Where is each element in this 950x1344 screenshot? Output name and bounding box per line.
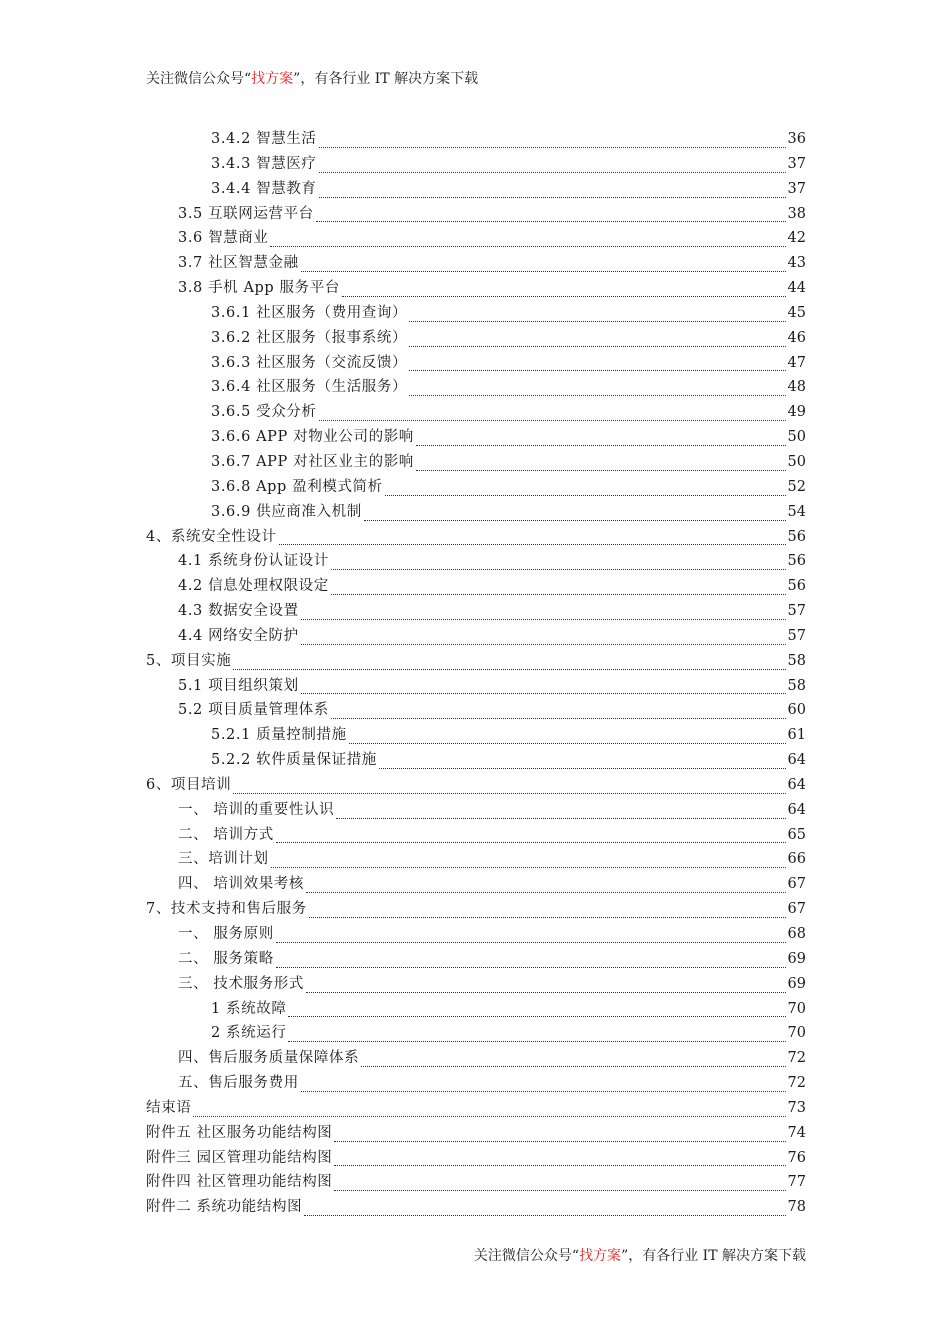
toc-entry-label: 2 系统运行 xyxy=(211,1025,287,1042)
toc-entry-label: 四、 培训效果考核 xyxy=(178,876,305,893)
toc-entry-page-number: 58 xyxy=(787,677,806,694)
toc-leader-dots xyxy=(279,544,786,545)
toc-entry-page-number: 60 xyxy=(787,702,806,719)
toc-entry-page-number: 69 xyxy=(787,975,806,992)
toc-entry-label: 3.6.5 受众分析 xyxy=(211,404,317,421)
toc-leader-dots xyxy=(409,370,785,371)
toc-leader-dots xyxy=(349,743,786,744)
toc-leader-dots xyxy=(416,470,786,471)
toc-entry-label: 3.6.2 社区服务（报事系统） xyxy=(211,329,408,346)
toc-entry-label: 一、 培训的重要性认识 xyxy=(178,801,335,818)
toc-entry-label: 3.5 互联网运营平台 xyxy=(178,205,314,222)
toc-entry[interactable] xyxy=(146,276,806,301)
toc-entry-label: 5.2.1 质量控制措施 xyxy=(211,727,347,744)
toc-leader-dots xyxy=(288,1041,785,1042)
toc-entry[interactable] xyxy=(146,1096,806,1121)
toc-entry[interactable] xyxy=(146,574,806,599)
toc-entry[interactable] xyxy=(146,351,806,376)
toc-entry[interactable] xyxy=(146,674,806,699)
toc-entry[interactable] xyxy=(146,1195,806,1220)
toc-leader-dots xyxy=(342,296,786,297)
toc-entry[interactable] xyxy=(146,1046,806,1071)
toc-leader-dots xyxy=(193,1116,785,1117)
toc-entry-label: 4.4 网络安全防护 xyxy=(178,627,299,644)
toc-entry-label: 3.6.8 App 盈利模式简析 xyxy=(211,478,383,495)
toc-entry[interactable] xyxy=(146,1146,806,1171)
header-suffix: ”，有各行业 IT 解决方案下载 xyxy=(293,71,479,87)
toc-entry-label: 3.4.3 智慧医疗 xyxy=(211,155,317,172)
toc-entry[interactable] xyxy=(146,549,806,574)
toc-entry[interactable] xyxy=(146,301,806,326)
toc-entry-page-number: 77 xyxy=(787,1174,806,1191)
toc-entry[interactable] xyxy=(146,152,806,177)
toc-entry-page-number: 38 xyxy=(787,205,806,222)
toc-leader-dots xyxy=(364,520,786,521)
toc-entry-label: 五、售后服务费用 xyxy=(178,1075,299,1092)
toc-entry-label: 5.1 项目组织策划 xyxy=(178,677,299,694)
toc-leader-dots xyxy=(301,644,786,645)
toc-entry-label: 4.2 信息处理权限设定 xyxy=(178,578,329,595)
toc-entry[interactable] xyxy=(146,127,806,152)
toc-entry-page-number: 64 xyxy=(787,801,806,818)
toc-leader-dots xyxy=(319,147,786,148)
toc-leader-dots xyxy=(331,718,786,719)
toc-entry-page-number: 73 xyxy=(787,1099,806,1116)
toc-entry-page-number: 67 xyxy=(787,876,806,893)
toc-entry-page-number: 50 xyxy=(787,453,806,470)
toc-entry-page-number: 66 xyxy=(787,851,806,868)
toc-leader-dots xyxy=(316,221,786,222)
toc-entry-page-number: 57 xyxy=(787,603,806,620)
toc-entry-label: 5.2.2 软件质量保证措施 xyxy=(211,752,377,769)
toc-entry[interactable] xyxy=(146,500,806,525)
toc-entry-page-number: 64 xyxy=(787,776,806,793)
toc-entry-label: 3.6 智慧商业 xyxy=(178,230,269,247)
toc-leader-dots xyxy=(301,693,786,694)
toc-leader-dots xyxy=(416,445,786,446)
toc-leader-dots xyxy=(331,569,786,570)
toc-leader-dots xyxy=(319,420,786,421)
toc-leader-dots xyxy=(319,172,786,173)
toc-entry[interactable] xyxy=(146,525,806,550)
page-footer xyxy=(474,1247,806,1265)
toc-entry-page-number: 56 xyxy=(787,553,806,570)
toc-leader-dots xyxy=(270,246,785,247)
toc-leader-dots xyxy=(331,594,786,595)
toc-entry-label: 3.6.1 社区服务（费用查询） xyxy=(211,304,408,321)
toc-entry-page-number: 42 xyxy=(787,230,806,247)
toc-entry-page-number: 57 xyxy=(787,627,806,644)
toc-entry-label: 4、系统安全性设计 xyxy=(146,528,277,545)
toc-leader-dots xyxy=(233,669,785,670)
toc-entry-label: 3.6.9 供应商准入机制 xyxy=(211,503,362,520)
toc-entry[interactable] xyxy=(146,922,806,947)
table-of-contents xyxy=(146,127,806,1220)
toc-entry-page-number: 67 xyxy=(787,901,806,918)
toc-entry-label: 3.4.2 智慧生活 xyxy=(211,131,317,147)
toc-entry-label: 5.2 项目质量管理体系 xyxy=(178,702,329,719)
toc-entry-label: 二、 服务策略 xyxy=(178,950,274,967)
footer-highlight: 找方案 xyxy=(579,1248,622,1264)
toc-leader-dots xyxy=(309,917,786,918)
toc-entry-label: 7、技术支持和售后服务 xyxy=(146,901,307,918)
toc-entry-page-number: 72 xyxy=(787,1075,806,1092)
toc-entry-label: 附件四 社区管理功能结构图 xyxy=(146,1174,333,1191)
toc-leader-dots xyxy=(271,867,786,868)
toc-entry-page-number: 65 xyxy=(787,826,806,843)
toc-entry[interactable] xyxy=(146,1121,806,1146)
toc-entry[interactable] xyxy=(146,1071,806,1096)
toc-entry-page-number: 47 xyxy=(787,354,806,371)
page-header xyxy=(146,70,478,88)
toc-entry-label: 四、售后服务质量保障体系 xyxy=(178,1050,360,1067)
toc-entry[interactable] xyxy=(146,698,806,723)
toc-entry-page-number: 61 xyxy=(787,727,806,744)
toc-entry[interactable] xyxy=(146,947,806,972)
toc-entry-label: 3.6.4 社区服务（生活服务） xyxy=(211,379,408,396)
toc-entry-label: 附件二 系统功能结构图 xyxy=(146,1199,303,1216)
toc-entry-label: 5、项目实施 xyxy=(146,652,232,669)
toc-entry-label: 结束语 xyxy=(146,1099,192,1116)
toc-entry[interactable] xyxy=(146,475,806,500)
toc-leader-dots xyxy=(334,1141,785,1142)
toc-leader-dots xyxy=(319,197,786,198)
toc-entry-label: 4.3 数据安全设置 xyxy=(178,603,299,620)
toc-leader-dots xyxy=(361,1066,785,1067)
toc-leader-dots xyxy=(334,1165,785,1166)
toc-entry[interactable] xyxy=(146,251,806,276)
toc-leader-dots xyxy=(301,1091,786,1092)
toc-leader-dots xyxy=(301,619,786,620)
toc-entry-label: 6、项目培训 xyxy=(146,776,232,793)
toc-entry[interactable] xyxy=(146,624,806,649)
toc-leader-dots xyxy=(288,1016,785,1017)
toc-entry-page-number: 64 xyxy=(787,752,806,769)
toc-entry-label: 3.6.7 APP 对社区业主的影响 xyxy=(211,453,414,470)
toc-entry[interactable] xyxy=(146,326,806,351)
toc-leader-dots xyxy=(385,495,786,496)
toc-entry[interactable] xyxy=(146,226,806,251)
footer-prefix: 关注微信公众号“ xyxy=(473,1248,580,1264)
toc-entry-page-number: 45 xyxy=(787,304,806,321)
toc-entry[interactable] xyxy=(146,773,806,798)
toc-entry-page-number: 50 xyxy=(787,429,806,446)
toc-entry-label: 三、 技术服务形式 xyxy=(178,975,305,992)
toc-entry-page-number: 70 xyxy=(787,1025,806,1042)
toc-leader-dots xyxy=(334,1190,785,1191)
toc-entry-page-number: 74 xyxy=(787,1124,806,1141)
toc-entry-page-number: 70 xyxy=(787,1000,806,1017)
toc-entry[interactable] xyxy=(146,897,806,922)
toc-leader-dots xyxy=(379,768,786,769)
toc-leader-dots xyxy=(276,842,786,843)
header-highlight: 找方案 xyxy=(251,71,294,87)
toc-entry[interactable] xyxy=(146,872,806,897)
toc-entry-label: 一、 服务原则 xyxy=(178,926,274,942)
toc-entry[interactable] xyxy=(146,599,806,624)
toc-entry[interactable] xyxy=(146,202,806,227)
toc-leader-dots xyxy=(301,271,786,272)
toc-leader-dots xyxy=(276,942,786,943)
toc-entry[interactable] xyxy=(146,425,806,450)
toc-entry-page-number: 37 xyxy=(787,180,806,197)
toc-leader-dots xyxy=(306,892,786,893)
toc-entry-page-number: 56 xyxy=(787,528,806,545)
toc-entry-page-number: 37 xyxy=(787,155,806,172)
toc-entry-page-number: 56 xyxy=(787,578,806,595)
toc-entry[interactable] xyxy=(146,997,806,1022)
toc-entry[interactable] xyxy=(146,798,806,823)
toc-leader-dots xyxy=(304,1215,785,1216)
footer-suffix: ”，有各行业 IT 解决方案下载 xyxy=(621,1248,806,1264)
toc-entry[interactable] xyxy=(146,177,806,202)
toc-entry-label: 3.7 社区智慧金融 xyxy=(178,255,299,272)
toc-entry[interactable] xyxy=(146,972,806,997)
toc-entry[interactable] xyxy=(146,1170,806,1195)
toc-entry-page-number: 68 xyxy=(787,926,806,942)
toc-entry-page-number: 52 xyxy=(787,478,806,495)
toc-entry-page-number: 69 xyxy=(787,950,806,967)
toc-entry-label: 三、培训计划 xyxy=(178,851,269,868)
toc-entry-page-number: 58 xyxy=(787,652,806,669)
toc-leader-dots xyxy=(336,818,785,819)
toc-entry-label: 3.8 手机 App 服务平台 xyxy=(178,280,340,297)
toc-entry-label: 附件五 社区服务功能结构图 xyxy=(146,1124,333,1141)
toc-entry[interactable] xyxy=(146,748,806,773)
toc-leader-dots xyxy=(409,321,785,322)
toc-leader-dots xyxy=(306,992,786,993)
toc-entry-page-number: 43 xyxy=(787,255,806,272)
toc-entry[interactable] xyxy=(146,1021,806,1046)
toc-entry-label: 附件三 园区管理功能结构图 xyxy=(146,1149,333,1166)
toc-entry[interactable] xyxy=(146,847,806,872)
toc-entry-page-number: 44 xyxy=(787,280,806,297)
toc-entry[interactable] xyxy=(146,649,806,674)
toc-entry[interactable] xyxy=(146,723,806,748)
toc-entry-label: 3.4.4 智慧教育 xyxy=(211,180,317,197)
toc-leader-dots xyxy=(233,793,785,794)
toc-entry[interactable] xyxy=(146,823,806,848)
toc-entry-page-number: 48 xyxy=(787,379,806,396)
toc-entry-label: 二、 培训方式 xyxy=(178,826,274,843)
toc-entry[interactable] xyxy=(146,450,806,475)
toc-leader-dots xyxy=(276,967,786,968)
toc-leader-dots xyxy=(409,395,785,396)
toc-entry-label: 3.6.3 社区服务（交流反馈） xyxy=(211,354,408,371)
toc-entry-page-number: 49 xyxy=(787,404,806,421)
toc-entry-page-number: 72 xyxy=(787,1050,806,1067)
toc-entry-page-number: 36 xyxy=(787,131,806,147)
toc-entry-label: 4.1 系统身份认证设计 xyxy=(178,553,329,570)
toc-entry-label: 3.6.6 APP 对物业公司的影响 xyxy=(211,429,414,446)
header-prefix: 关注微信公众号“ xyxy=(146,71,252,87)
toc-entry-page-number: 46 xyxy=(787,329,806,346)
toc-entry[interactable] xyxy=(146,400,806,425)
toc-entry-page-number: 54 xyxy=(787,503,806,520)
toc-entry-label: 1 系统故障 xyxy=(211,1000,287,1017)
toc-entry[interactable] xyxy=(146,375,806,400)
toc-leader-dots xyxy=(409,346,785,347)
toc-entry-page-number: 78 xyxy=(787,1199,806,1216)
toc-entry-page-number: 76 xyxy=(787,1149,806,1166)
